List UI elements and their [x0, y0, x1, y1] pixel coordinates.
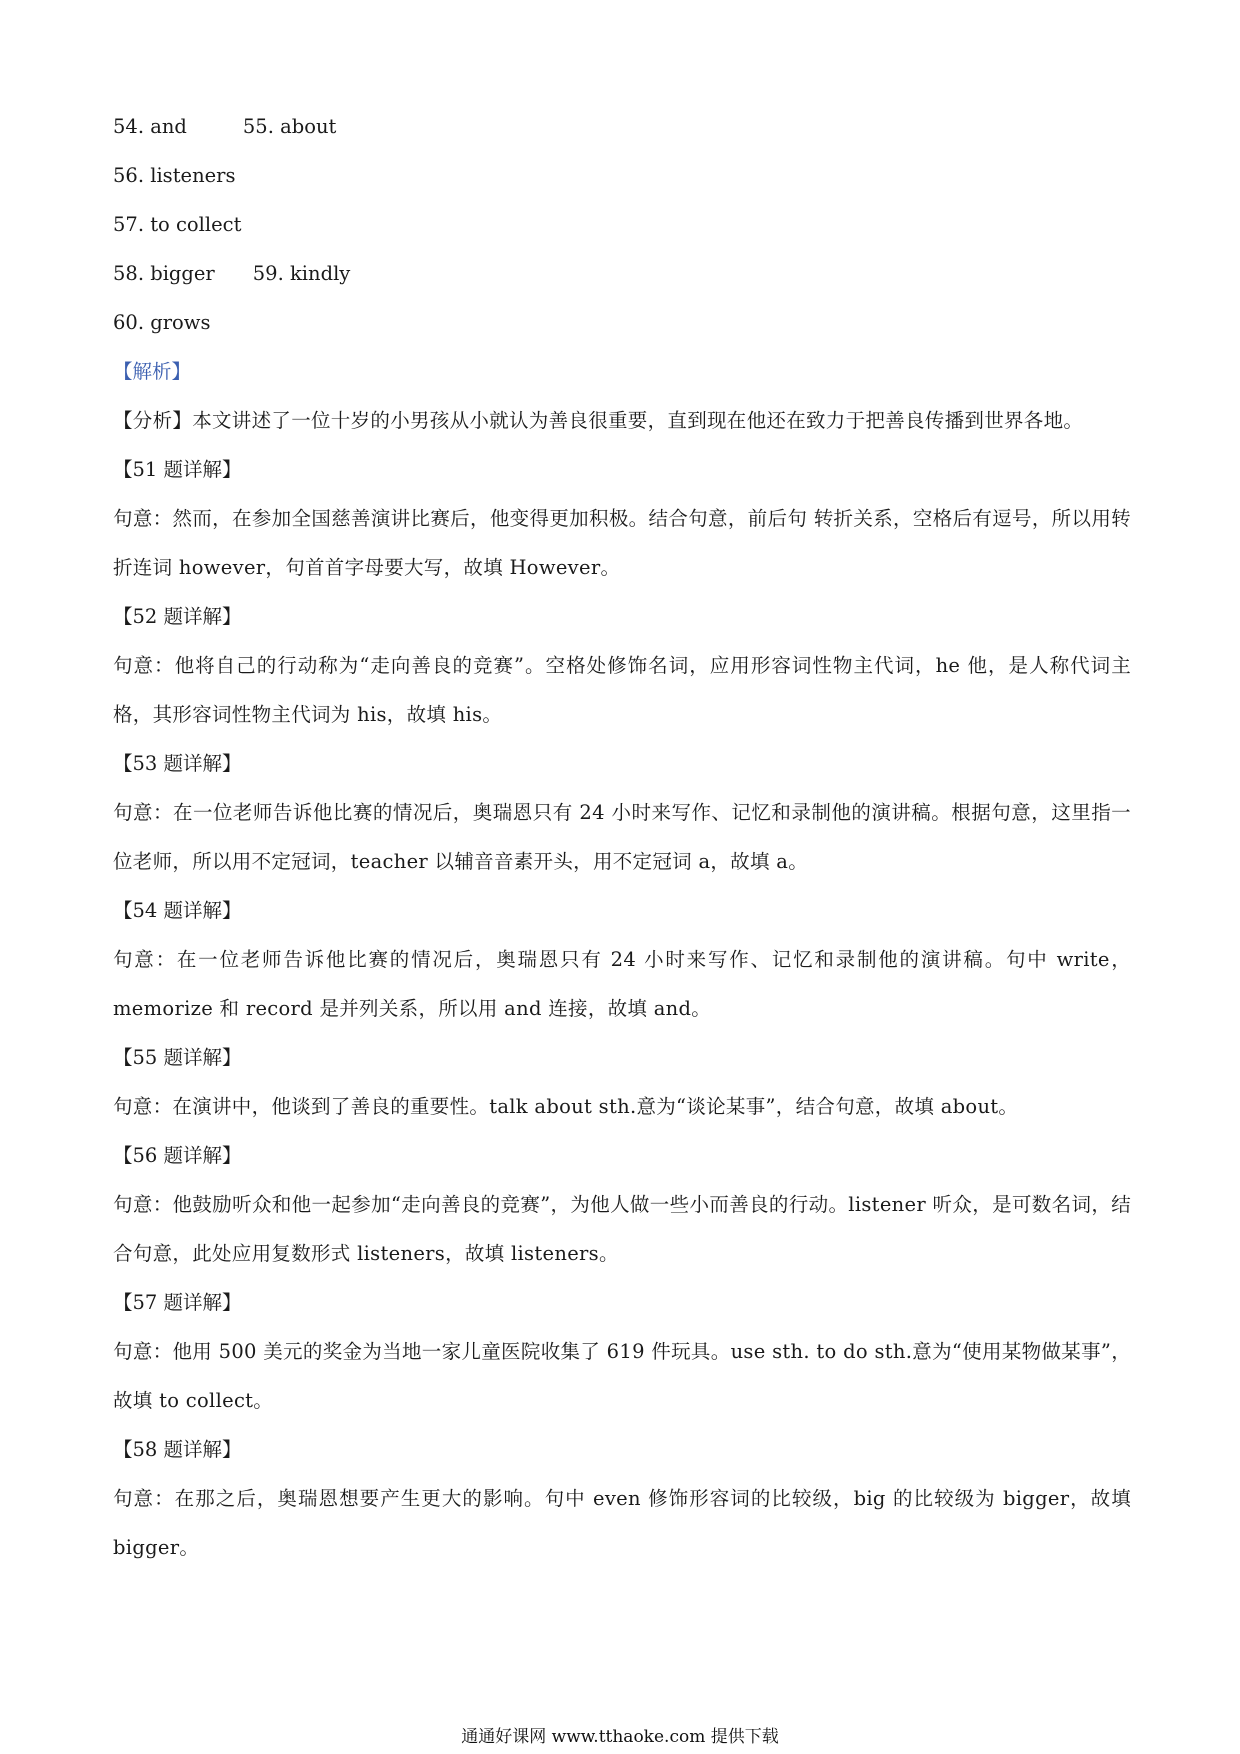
answer-57: 57. to collect: [113, 213, 242, 236]
detail-title-58: 【58 题详解】: [113, 1438, 242, 1461]
detail-title-52: 【52 题详解】: [113, 605, 242, 628]
answer-row-4: [113, 249, 1131, 298]
detail-title-56: 【56 题详解】: [113, 1144, 242, 1167]
answer-59: 59. kindly: [252, 262, 351, 285]
detail-text-54: 句意：在一位老师告诉他比赛的情况后，奥瑞恩只有 24 小时来写作、记忆和录制他的演讲稿。句中 write，memorize 和 record 是并列关系，所以用 and 连接，故填 and。: [113, 948, 1131, 1020]
answer-56: 56. listeners: [113, 164, 236, 187]
analysis-heading: 【解析】: [113, 360, 192, 383]
page-footer: 通通好课网 www.tthaoke.com 提供下载: [461, 1727, 779, 1747]
detail-title-51: 【51 题详解】: [113, 458, 242, 481]
detail-title-57: 【57 题详解】: [113, 1291, 242, 1314]
answer-58: 58. bigger: [113, 262, 215, 285]
detail-text-51: 句意：然而，在参加全国慈善演讲比赛后，他变得更加积极。结合句意，前后句 转折关系，空格后有逗号，所以用转折连词 however，句首首字母要大写，故填 However。: [113, 507, 1131, 579]
detail-text-57: 句意：他用 500 美元的奖金为当地一家儿童医院收集了 619 件玩具。use sth. to do sth.意为“使用某物做某事”，故填 to collect。: [113, 1340, 1131, 1412]
answer-54: 54. and: [113, 115, 187, 138]
detail-title-55: 【55 题详解】: [113, 1046, 242, 1069]
detail-text-56: 句意：他鼓励听众和他一起参加“走向善良的竞赛”，为他人做一些小而善良的行动。listener 听众，是可数名词，结合句意，此处应用复数形式 listeners，故填 listeners。: [113, 1193, 1131, 1265]
summary-paragraph: 【分析】本文讲述了一位十岁的小男孩从小就认为善良很重要，直到现在他还在致力于把善良传播到世界各地。: [113, 409, 1084, 432]
detail-text-55: 句意：在演讲中，他谈到了善良的重要性。talk about sth.意为“谈论某事”，结合句意，故填 about。: [113, 1095, 1019, 1118]
detail-title-54: 【54 题详解】: [113, 899, 242, 922]
answer-row-1: [113, 102, 1131, 151]
detail-text-58: 句意：在那之后，奥瑞恩想要产生更大的影响。句中 even 修饰形容词的比较级，big 的比较级为 bigger，故填 bigger。: [113, 1487, 1131, 1559]
detail-text-52: 句意：他将自己的行动称为“走向善良的竞赛”。空格处修饰名词，应用形容词性物主代词，he 他，是人称代词主格，其形容词性物主代词为 his，故填 his。: [113, 654, 1131, 726]
detail-title-53: 【53 题详解】: [113, 752, 242, 775]
answer-60: 60. grows: [113, 311, 211, 334]
document-content: [113, 102, 1131, 1572]
detail-text-53: 句意：在一位老师告诉他比赛的情况后，奥瑞恩只有 24 小时来写作、记忆和录制他的演讲稿。根据句意，这里指一位老师，所以用不定冠词，teacher 以辅音音素开头，用不定冠词 a，故填 a。: [113, 801, 1131, 873]
answer-55: 55. about: [242, 115, 337, 138]
